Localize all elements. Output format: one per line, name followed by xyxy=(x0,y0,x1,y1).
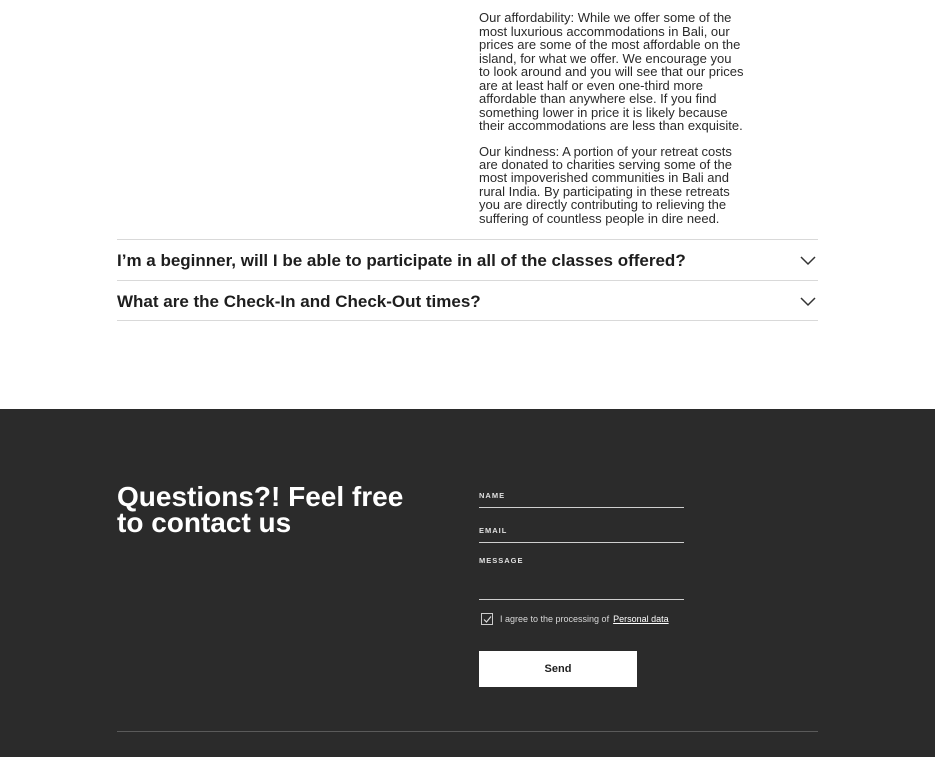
name-field xyxy=(479,491,684,508)
checkbox-check-icon xyxy=(483,615,492,624)
faq-question-title: What are the Check-In and Check-Out times? xyxy=(117,291,481,311)
name-input[interactable] xyxy=(479,505,684,516)
message-input[interactable] xyxy=(479,565,684,593)
send-button[interactable]: Send xyxy=(479,651,637,687)
chevron-down-icon[interactable] xyxy=(800,256,816,266)
personal-data-link[interactable]: Personal data xyxy=(613,614,669,624)
consent-text: I agree to the processing of xyxy=(500,614,610,624)
email-field xyxy=(479,526,684,543)
faq-question-title: I’m a beginner, will I be able to participate in all of the classes offered? xyxy=(117,250,686,270)
footer-divider xyxy=(117,731,818,732)
contact-heading: Questions?! Feel free to contact us xyxy=(117,481,404,538)
kindness-label: Our kindness: xyxy=(479,143,560,159)
kindness-text: A portion of your retreat costs are donated to charities serving some of the most impoverished communities in Bali and rural India. By participating in these retreats you are directly contributing to relieving the suffering of countless people in dire need. xyxy=(479,143,732,226)
name-label: NAME xyxy=(479,491,506,500)
affordability-paragraph xyxy=(479,11,745,132)
email-label: EMAIL xyxy=(479,526,508,535)
contact-footer xyxy=(0,409,935,757)
email-input[interactable] xyxy=(479,540,684,551)
consent-row xyxy=(481,613,669,625)
consent-checkbox[interactable] xyxy=(481,613,493,625)
chevron-down-icon[interactable] xyxy=(800,297,816,307)
affordability-text: While we offer some of the most luxurious accommodations in Bali, our prices are some of the most affordable on the island, for what we offer. We encourage you to look around and you will see that our prices are at least half or even one-third more affordable than anywhere else. If you find something lower in price it is likely because their accommodations are less than exquisite. xyxy=(479,10,744,134)
faq-item-check-in-times[interactable] xyxy=(117,280,818,322)
affordability-label: Our affordability: xyxy=(479,10,575,26)
message-label: MESSAGE xyxy=(479,556,524,565)
faq-item-beginner[interactable] xyxy=(117,239,818,281)
faq-answer xyxy=(479,0,745,237)
message-field xyxy=(479,556,684,600)
kindness-paragraph xyxy=(479,145,745,226)
faq-divider xyxy=(117,320,818,321)
